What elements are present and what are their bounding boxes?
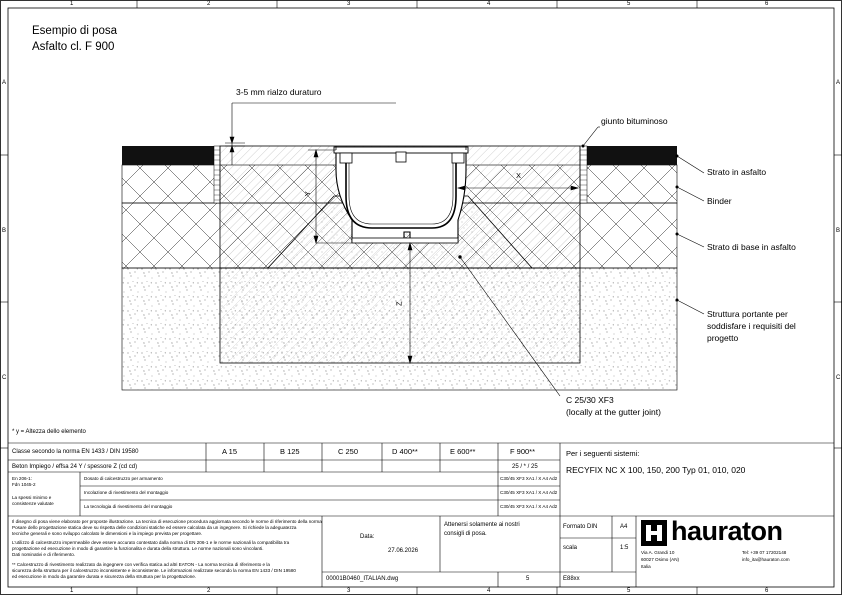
requirement-1: La spessi minimo e <box>12 495 52 500</box>
phone: Tel: +39 07 17202148 <box>742 550 787 555</box>
concrete-values: 25 / * / 25 <box>512 464 538 470</box>
hauraton-logo-icon <box>641 520 667 546</box>
class-f900: F 900** <box>510 447 536 456</box>
sheet-number: 5 <box>526 576 530 582</box>
address-1: Via A. Grandi 10 <box>641 550 675 555</box>
drawing-number: 00001B0460_ITALIAN.dwg <box>326 576 399 582</box>
cross-section <box>122 103 704 396</box>
classes-label: Classe secondo la norma EN 1433 / DIN 19580 <box>12 449 139 455</box>
title-line-2: Asfalto cl. F 900 <box>32 41 115 53</box>
note-7: ** Calcestruzzo di rivestimento realizzato da ingegnere con verifica statica ad altri EATON - La norma tecnica di riferimento e la <box>12 562 270 567</box>
systems-label: Per i seguenti sistemi: <box>566 449 640 458</box>
norm-1: En 206-1: <box>12 476 32 481</box>
attention-2: consigli di posa. <box>444 531 487 537</box>
label-asphalt-layer: Strato in asfalto <box>707 167 767 177</box>
note-4: L'utilizzo di calcestruzzo impermeabile deve essere accurato contestato dalla norma di EN 206-1 e le norme nazionali la compatibilita tra <box>12 540 290 545</box>
requirement-2: consistenze valutate <box>12 501 54 506</box>
class-a15: A 15 <box>222 447 238 456</box>
company-logo-text: hauraton <box>671 516 783 546</box>
note-1: Il disegno di posa viene elaborato per proposte illustrazione. La tecnica di esecuzione procedura aggiornata secondo le norme di riferimento della norma <box>12 519 322 524</box>
row-mark-left-A: A <box>2 80 7 86</box>
date-value: 27.06.2026 <box>388 548 419 554</box>
col-mark-top-5: 5 <box>627 1 631 7</box>
note-3: tecniche generali e sono sviluppo calcolato le dimensioni e la impiego prevista per progettare. <box>12 531 203 536</box>
col-mark-top-1: 1 <box>70 1 74 7</box>
scale-value: 1:5 <box>620 545 629 551</box>
format-label: Formato DIN <box>563 524 598 530</box>
class-e600: E 600** <box>450 447 476 456</box>
label-concrete-1: C 25/30 XF3 <box>566 395 614 405</box>
row-b-value: C30/45 XF3 XA1 / X A4 Ad2 <box>500 490 558 495</box>
scale-label: scala <box>563 545 578 551</box>
attention-1: Attenersi solamente ai nostri <box>444 522 520 528</box>
label-base-layer: Strato di base in asfalto <box>707 242 796 252</box>
row-c-label: La tecnologia di rivestimento del montaggio <box>84 504 173 509</box>
row-a-value: C30/45 XF3 XA1 / X A4 Ad2 <box>500 476 558 481</box>
note-2: Posare dello progettazione statica deve su rispetta delle condizioni statiche ed essere calcolata da un ingegnere. Si richiede la adeguatezza <box>12 525 297 530</box>
col-mark-bottom-5: 5 <box>627 588 631 594</box>
note-8: sicurezza della struttura per il calcestruzzo inconsistente e inconsistente. Le informazioni realizzate secondo la norma EN 1433 / DIN 19580 <box>12 568 296 573</box>
note-9: ed esecuzione in modo da garantire durata e sicurezza della struttura per la progettazione. <box>12 574 197 579</box>
date-label: Data: <box>360 534 375 540</box>
row-c-value: C30/45 XF3 XA1 / X A4 Ad2 <box>500 504 558 509</box>
systems-value: RECYFIX NC X 100, 150, 200 Typ 01, 010, 020 <box>566 465 746 475</box>
joint-left <box>214 146 220 203</box>
footnote: * y = Altezza dello elemento <box>12 429 86 435</box>
row-mark-right-A: A <box>836 80 841 86</box>
note-6: Dati nominativi e di riferimento. <box>12 552 76 557</box>
address-2: 60027 Osimo (AN) <box>641 557 680 562</box>
norm-2: Fdn 1045-2 <box>12 482 36 487</box>
dim-x: X <box>516 171 522 180</box>
title-line-1: Esempio di posa <box>32 25 118 37</box>
col-mark-bottom-6: 6 <box>765 588 769 594</box>
dim-y: Y <box>302 191 312 197</box>
col-mark-top-4: 4 <box>487 1 491 7</box>
note-5: progettazione ed esecuzione in modo di garantire la funzionalita e durata della struttura. Le norme nazionali sono vincolanti. <box>12 546 264 551</box>
drawing-code: E88xx <box>563 576 580 582</box>
col-mark-top-2: 2 <box>207 1 211 7</box>
class-c250: C 250 <box>338 447 359 456</box>
label-binder: Binder <box>707 196 732 206</box>
address-3: Italia <box>641 564 651 569</box>
dim-z: Z <box>394 301 404 307</box>
row-mark-right-C: C <box>836 375 841 381</box>
col-mark-bottom-1: 1 <box>70 588 74 594</box>
row-mark-right-B: B <box>836 228 841 234</box>
col-mark-top-6: 6 <box>765 1 769 7</box>
gutter-channel <box>334 146 468 243</box>
label-concrete-2: (locally at the gutter joint) <box>566 407 661 417</box>
col-mark-bottom-2: 2 <box>207 588 211 594</box>
label-support-2: soddisfare i requisiti del <box>707 321 796 331</box>
asphalt-right <box>587 146 677 165</box>
row-mark-left-C: C <box>2 375 7 381</box>
format-value: A4 <box>620 524 628 530</box>
col-mark-bottom-3: 3 <box>347 588 351 594</box>
label-rise: 3-5 mm rialzo duraturo <box>236 87 322 97</box>
label-support-3: progetto <box>707 333 739 343</box>
email: info_ita@hauraton.com <box>742 557 790 562</box>
asphalt-left <box>122 146 214 165</box>
concrete-row-label: Beton Impiego / effsa 24 Y / spessore Z (cd cd) <box>12 464 138 470</box>
col-mark-top-3: 3 <box>347 1 351 7</box>
col-mark-bottom-4: 4 <box>487 588 491 594</box>
class-b125: B 125 <box>280 447 300 456</box>
row-a-label: Dosato di calcestruzzo per armamento <box>84 476 163 481</box>
class-d400: D 400** <box>392 447 418 456</box>
row-b-label: Incolazione di rivestimento del montaggio <box>84 490 169 495</box>
joint-right <box>580 146 587 203</box>
label-support-1: Struttura portante per <box>707 309 788 319</box>
label-joint: giunto bituminoso <box>601 116 668 126</box>
row-mark-left-B: B <box>2 228 7 234</box>
